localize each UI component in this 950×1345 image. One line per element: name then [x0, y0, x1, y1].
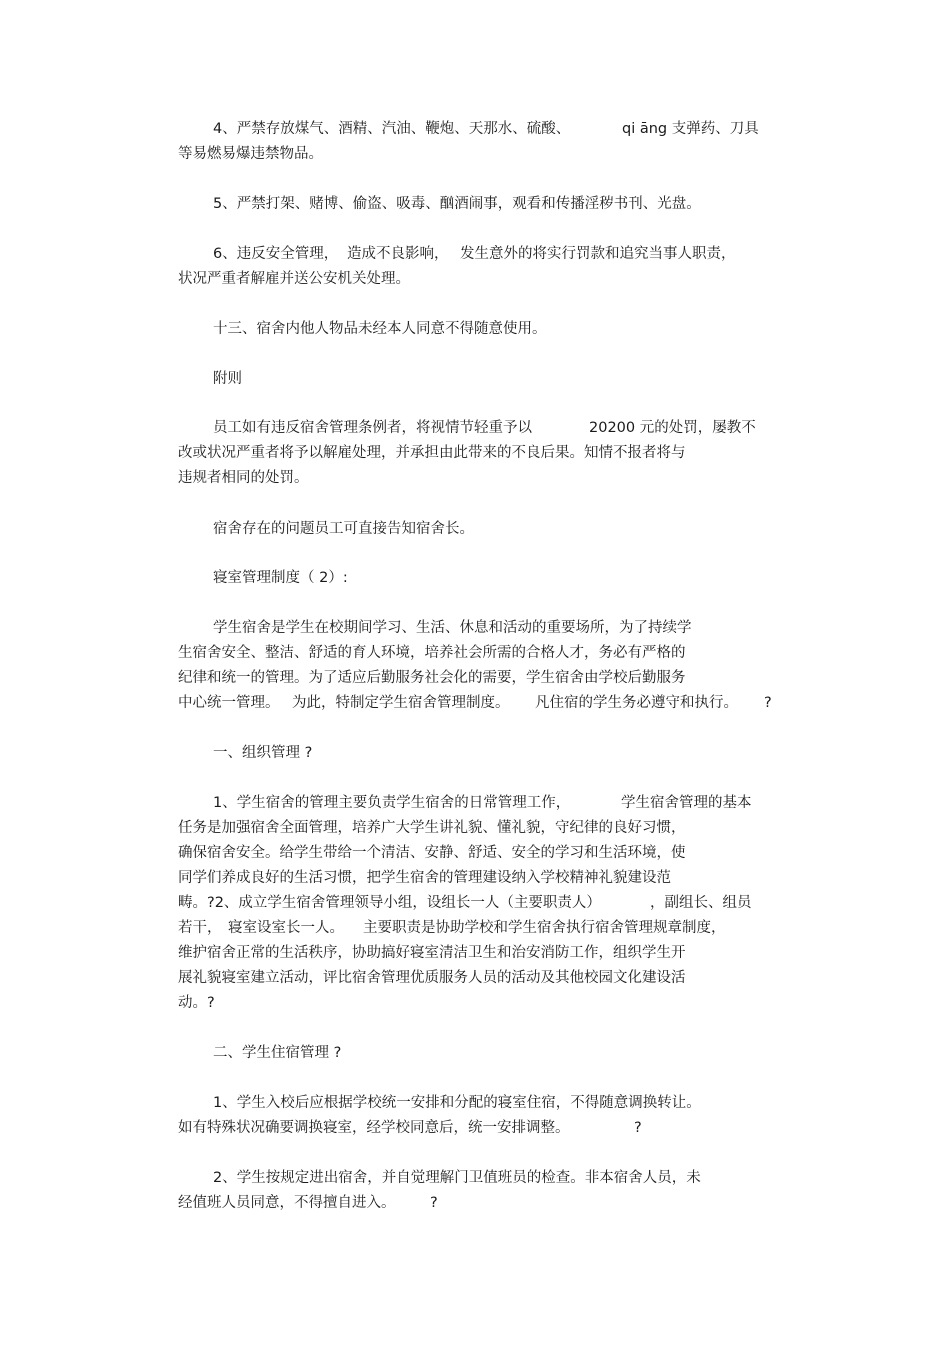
item-13: 十三、宿舍内他人物品未经本人同意不得随意使用。	[213, 321, 547, 337]
rule-6-line-1: 6、违反安全管理， 造成不良影响， 发生意外的将实行罚款和追究当事人职责，	[213, 246, 736, 262]
appendix-paragraph-1-line-2: 改或状况严重者将予以解雇处理，并承担由此带来的不良后果。知情不报者将与	[178, 445, 686, 461]
org-line-6: 若干， 寝室设室长一人。 主要职责是协助学校和学生宿舍执行宿舍管理规章制度，	[178, 920, 726, 936]
rule-6-line-2: 状况严重者解雇并送公安机关处理。	[178, 271, 410, 287]
intro-line-4: 中心统一管理。 为此，特制定学生宿舍管理制度。 凡住宿的学生务必遵守和执行。 ?	[178, 695, 772, 711]
intro-line-3: 纪律和统一的管理。为了适应后勤服务社会化的需要，学生宿舍由学校后勤服务	[178, 670, 686, 686]
org-line-8: 展礼貌寝室建立活动，评比宿舍管理优质服务人员的活动及其他校园文化建设活	[178, 970, 686, 986]
rule-5: 5、严禁打架、赌博、偷盗、吸毒、酗酒闹事，观看和传播淫秽书刊、光盘。	[213, 196, 701, 212]
appendix-paragraph-1-line-1: 员工如有违反宿舍管理条例者，将视情节轻重予以 20200 元的处罚，屡教不	[213, 420, 756, 436]
org-line-1: 1、学生宿舍的管理主要负责学生宿舍的日常管理工作， 学生宿舍管理的基本	[213, 795, 752, 811]
residence-1-line-1: 1、学生入校后应根据学校统一安排和分配的寝室住宿，不得随意调换转让。	[213, 1095, 701, 1111]
appendix-title: 附则	[213, 371, 242, 387]
heading-residence: 二、学生住宿管理 ?	[213, 1045, 342, 1061]
section-2-title: 寝室管理制度（ 2）:	[213, 570, 348, 586]
appendix-paragraph-2: 宿舍存在的问题员工可直接告知宿舍长。	[213, 521, 474, 537]
residence-2-line-2: 经值班人员同意，不得擅自进入。 ?	[178, 1195, 438, 1211]
heading-organization: 一、组织管理 ?	[213, 745, 313, 761]
rule-4-line-1: 4、严禁存放煤气、酒精、汽油、鞭炮、天那水、硫酸、 qi āng 支弹药、刀具	[213, 121, 759, 137]
intro-line-2: 生宿舍安全、整洁、舒适的育人环境，培养社会所需的合格人才，务必有严格的	[178, 645, 686, 661]
appendix-paragraph-1-line-3: 违规者相同的处罚。	[178, 470, 309, 486]
org-line-4: 同学们养成良好的生活习惯，把学生宿舍的管理建设纳入学校精神礼貌建设范	[178, 870, 671, 886]
org-line-3: 确保宿舍安全。给学生带给一个清洁、安静、舒适、安全的学习和生活环境，使	[178, 845, 686, 861]
intro-line-1: 学生宿舍是学生在校期间学习、生活、休息和活动的重要场所，为了持续学	[213, 620, 692, 636]
org-line-9: 动。?	[178, 995, 215, 1011]
org-line-5: 畴。?2、成立学生宿舍管理领导小组，设组长一人（主要职责人） ，副组长、组员	[178, 895, 752, 911]
residence-1-line-2: 如有特殊状况确要调换寝室，经学校同意后，统一安排调整。 ?	[178, 1120, 642, 1136]
rule-4-line-2: 等易燃易爆违禁物品。	[178, 146, 323, 162]
org-line-7: 维护宿舍正常的生活秩序，协助搞好寝室清洁卫生和治安消防工作，组织学生开	[178, 945, 686, 961]
residence-2-line-1: 2、学生按规定进出宿舍，并自觉理解门卫值班员的检查。非本宿舍人员，未	[213, 1170, 701, 1186]
org-line-2: 任务是加强宿舍全面管理，培养广大学生讲礼貌、懂礼貌，守纪律的良好习惯，	[178, 820, 686, 836]
